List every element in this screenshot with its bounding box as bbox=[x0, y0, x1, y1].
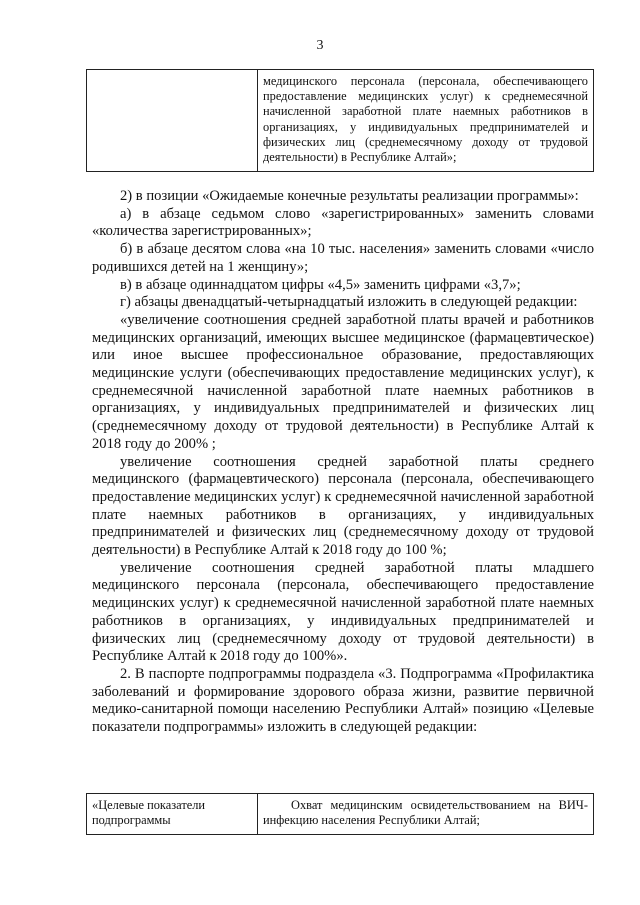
paragraph: 2) в позиции «Ожидаемые конечные результаты реализации программы»: bbox=[120, 188, 579, 204]
paragraph: увеличение соотношения средней заработной платы среднего медицинского (фармацевтического) персонала (персонала, обеспечивающего предоставление медицинских услуг) к среднемесячной начисленной заработной плате наемных работников в организациях, у индивидуальных предпринимателей и физических лиц (среднемесячному доходу от трудовой деятельности) в Республике Алтай к 2018 году до 100 %; bbox=[92, 453, 594, 559]
table-row bbox=[87, 70, 594, 172]
paragraph: г) абзацы двенадцатый-четырнадцатый изложить в следующей редакции: bbox=[120, 294, 578, 311]
paragraph: а) в абзаце седьмом слово «зарегистрированных» заменить словами «количества зарегистрированных»; bbox=[92, 205, 594, 240]
paragraph: в) в абзаце одиннадцатом цифры «4,5» заменить цифрами «3,7»; bbox=[120, 276, 521, 293]
table-row bbox=[87, 794, 594, 835]
bottom-table bbox=[86, 793, 594, 835]
table-cell-left bbox=[87, 70, 258, 172]
paragraph: б) в абзаце десятом слова «на 10 тыс. населения» заменить словами «число родившихся детей на 1 женщину»; bbox=[92, 241, 594, 275]
document-body bbox=[92, 188, 594, 737]
page-number: 3 bbox=[316, 38, 324, 53]
table-cell-left: «Целевые показатели подпрограммы bbox=[87, 794, 258, 835]
table-cell-right: Охват медицинским освидетельствованием на ВИЧ-инфекцию населения Республики Алтай; bbox=[258, 794, 594, 835]
paragraph: «увеличение соотношения средней заработной платы врачей и работников медицинских организаций, имеющих высшее медицинское (фармацевтическое) или иное высшее профессиональное образование, предоставляющих медицинские услуги (обеспечивающих предоставление медицинских услуг), к среднемесячной начисленной заработной плате наемных работников в организациях, у индивидуальных предпринимателей и физических лиц (среднемесячному доходу от трудовой деятельности) в Республике Алтай к 2018 году до 200% ; bbox=[92, 311, 594, 452]
table-cell-right: медицинского персонала (персонала, обеспечивающего предоставление медицинских услуг) к среднемесячной начисленной заработной плате наемных работников в организациях, у индивидуальных предпринимателей и физических лиц (среднемесячному доходу от трудовой деятельности) в Республике Алтай»; bbox=[258, 70, 594, 172]
paragraph: увеличение соотношения средней заработной платы младшего медицинского персонала (персонала, обеспечивающего предоставление медицинских услуг) к среднемесячной начисленной заработной плате наемных работников в организациях, у индивидуальных предпринимателей и физических лиц (среднемесячному доходу от трудовой деятельности) в Республике Алтай к 2018 году до 100%». bbox=[92, 559, 594, 665]
paragraph: 2. В паспорте подпрограммы подраздела «3. Подпрограмма «Профилактика заболеваний и формирование здорового образа жизни, развитие первичной медико-санитарной помощи населению Республики Алтай» позицию «Целевые показатели подпрограммы» изложить в следующей редакции: bbox=[92, 665, 594, 736]
top-table bbox=[86, 69, 594, 172]
